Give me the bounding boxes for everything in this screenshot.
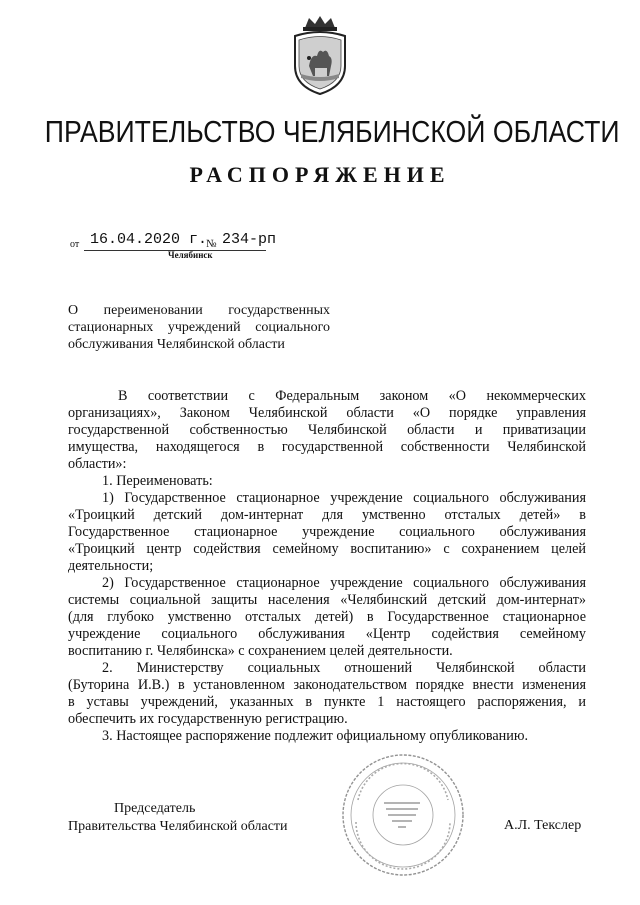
body-line: В соответствии с Федеральным законом «О некоммерческих <box>118 388 586 404</box>
document-type: РАСПОРЯЖЕНИЕ <box>189 162 451 187</box>
body-line: деятельности; <box>68 558 154 574</box>
body-line: «Троицкий детский дом-интернат для умственно отсталых детей» в <box>68 507 586 523</box>
body-line: 1) Государственное стационарное учреждение социального обслуживания <box>102 490 586 506</box>
body-line: имущества, находящегося в государственной собственности Челябинской <box>68 439 586 455</box>
body-line: 2) Государственное стационарное учреждение социального обслуживания <box>102 575 586 591</box>
government-title: ПРАВИТЕЛЬСТВО ЧЕЛЯБИНСКОЙ ОБЛАСТИ <box>44 114 620 149</box>
city-name: Челябинск <box>168 250 213 260</box>
body-line: «Троицкий центр содействия семейному воспитанию» с сохранением целей <box>68 541 586 557</box>
body-line: воспитанию г. Челябинска» с сохранением целей деятельности. <box>68 643 453 659</box>
body-line: обеспечить их государственную регистрацию. <box>68 711 348 727</box>
signatory-position-line: Правительства Челябинской области <box>68 819 288 834</box>
body-line: (Буторина И.В.) в установленном законодательством порядке внести изменения <box>68 677 586 693</box>
signatory-name: А.Л. Текслер <box>504 818 582 833</box>
date-from-label: от <box>70 239 80 250</box>
document-number: 234-рп <box>222 231 277 248</box>
subject-line: О переименовании государственных <box>68 303 330 318</box>
document-body <box>68 388 586 745</box>
subject-line: обслуживания Челябинской области <box>68 337 285 352</box>
signatory-position-line: Председатель <box>114 801 196 816</box>
body-line: области»: <box>68 456 127 472</box>
document-date: 16.04.2020 г. <box>90 231 208 248</box>
body-line: 3. Настоящее распоряжение подлежит официальному опубликованию. <box>102 728 529 744</box>
body-line: 2. Министерству социальных отношений Челябинской области <box>102 660 586 676</box>
subject-line: стационарных учреждений социального <box>68 320 330 335</box>
body-line: учреждение социального обслуживания «Центр содействия семейному <box>68 626 586 642</box>
body-line: организациях», Законом Челябинской области «О порядке управления <box>68 405 586 421</box>
official-seal-stamp <box>340 752 466 878</box>
body-line: государственной собственностью Челябинской области и приватизации <box>68 422 586 438</box>
number-label: № <box>206 238 217 250</box>
body-line: Государственное стационарное учреждение социального обслуживания <box>68 524 586 540</box>
body-line: системы социальной защиты населения «Челябинский детский дом-интернат» <box>68 592 586 608</box>
document-subject <box>68 302 330 353</box>
body-line: 1. Переименовать: <box>102 473 213 489</box>
body-line: (для глубоко умственно отсталых детей) в Государственное стационарное <box>68 609 586 625</box>
signatory-position <box>68 800 288 836</box>
body-line: в уставы учреждений, указанных в пункте 1 настоящего распоряжения, и <box>68 694 586 710</box>
coat-of-arms-emblem <box>287 14 353 96</box>
